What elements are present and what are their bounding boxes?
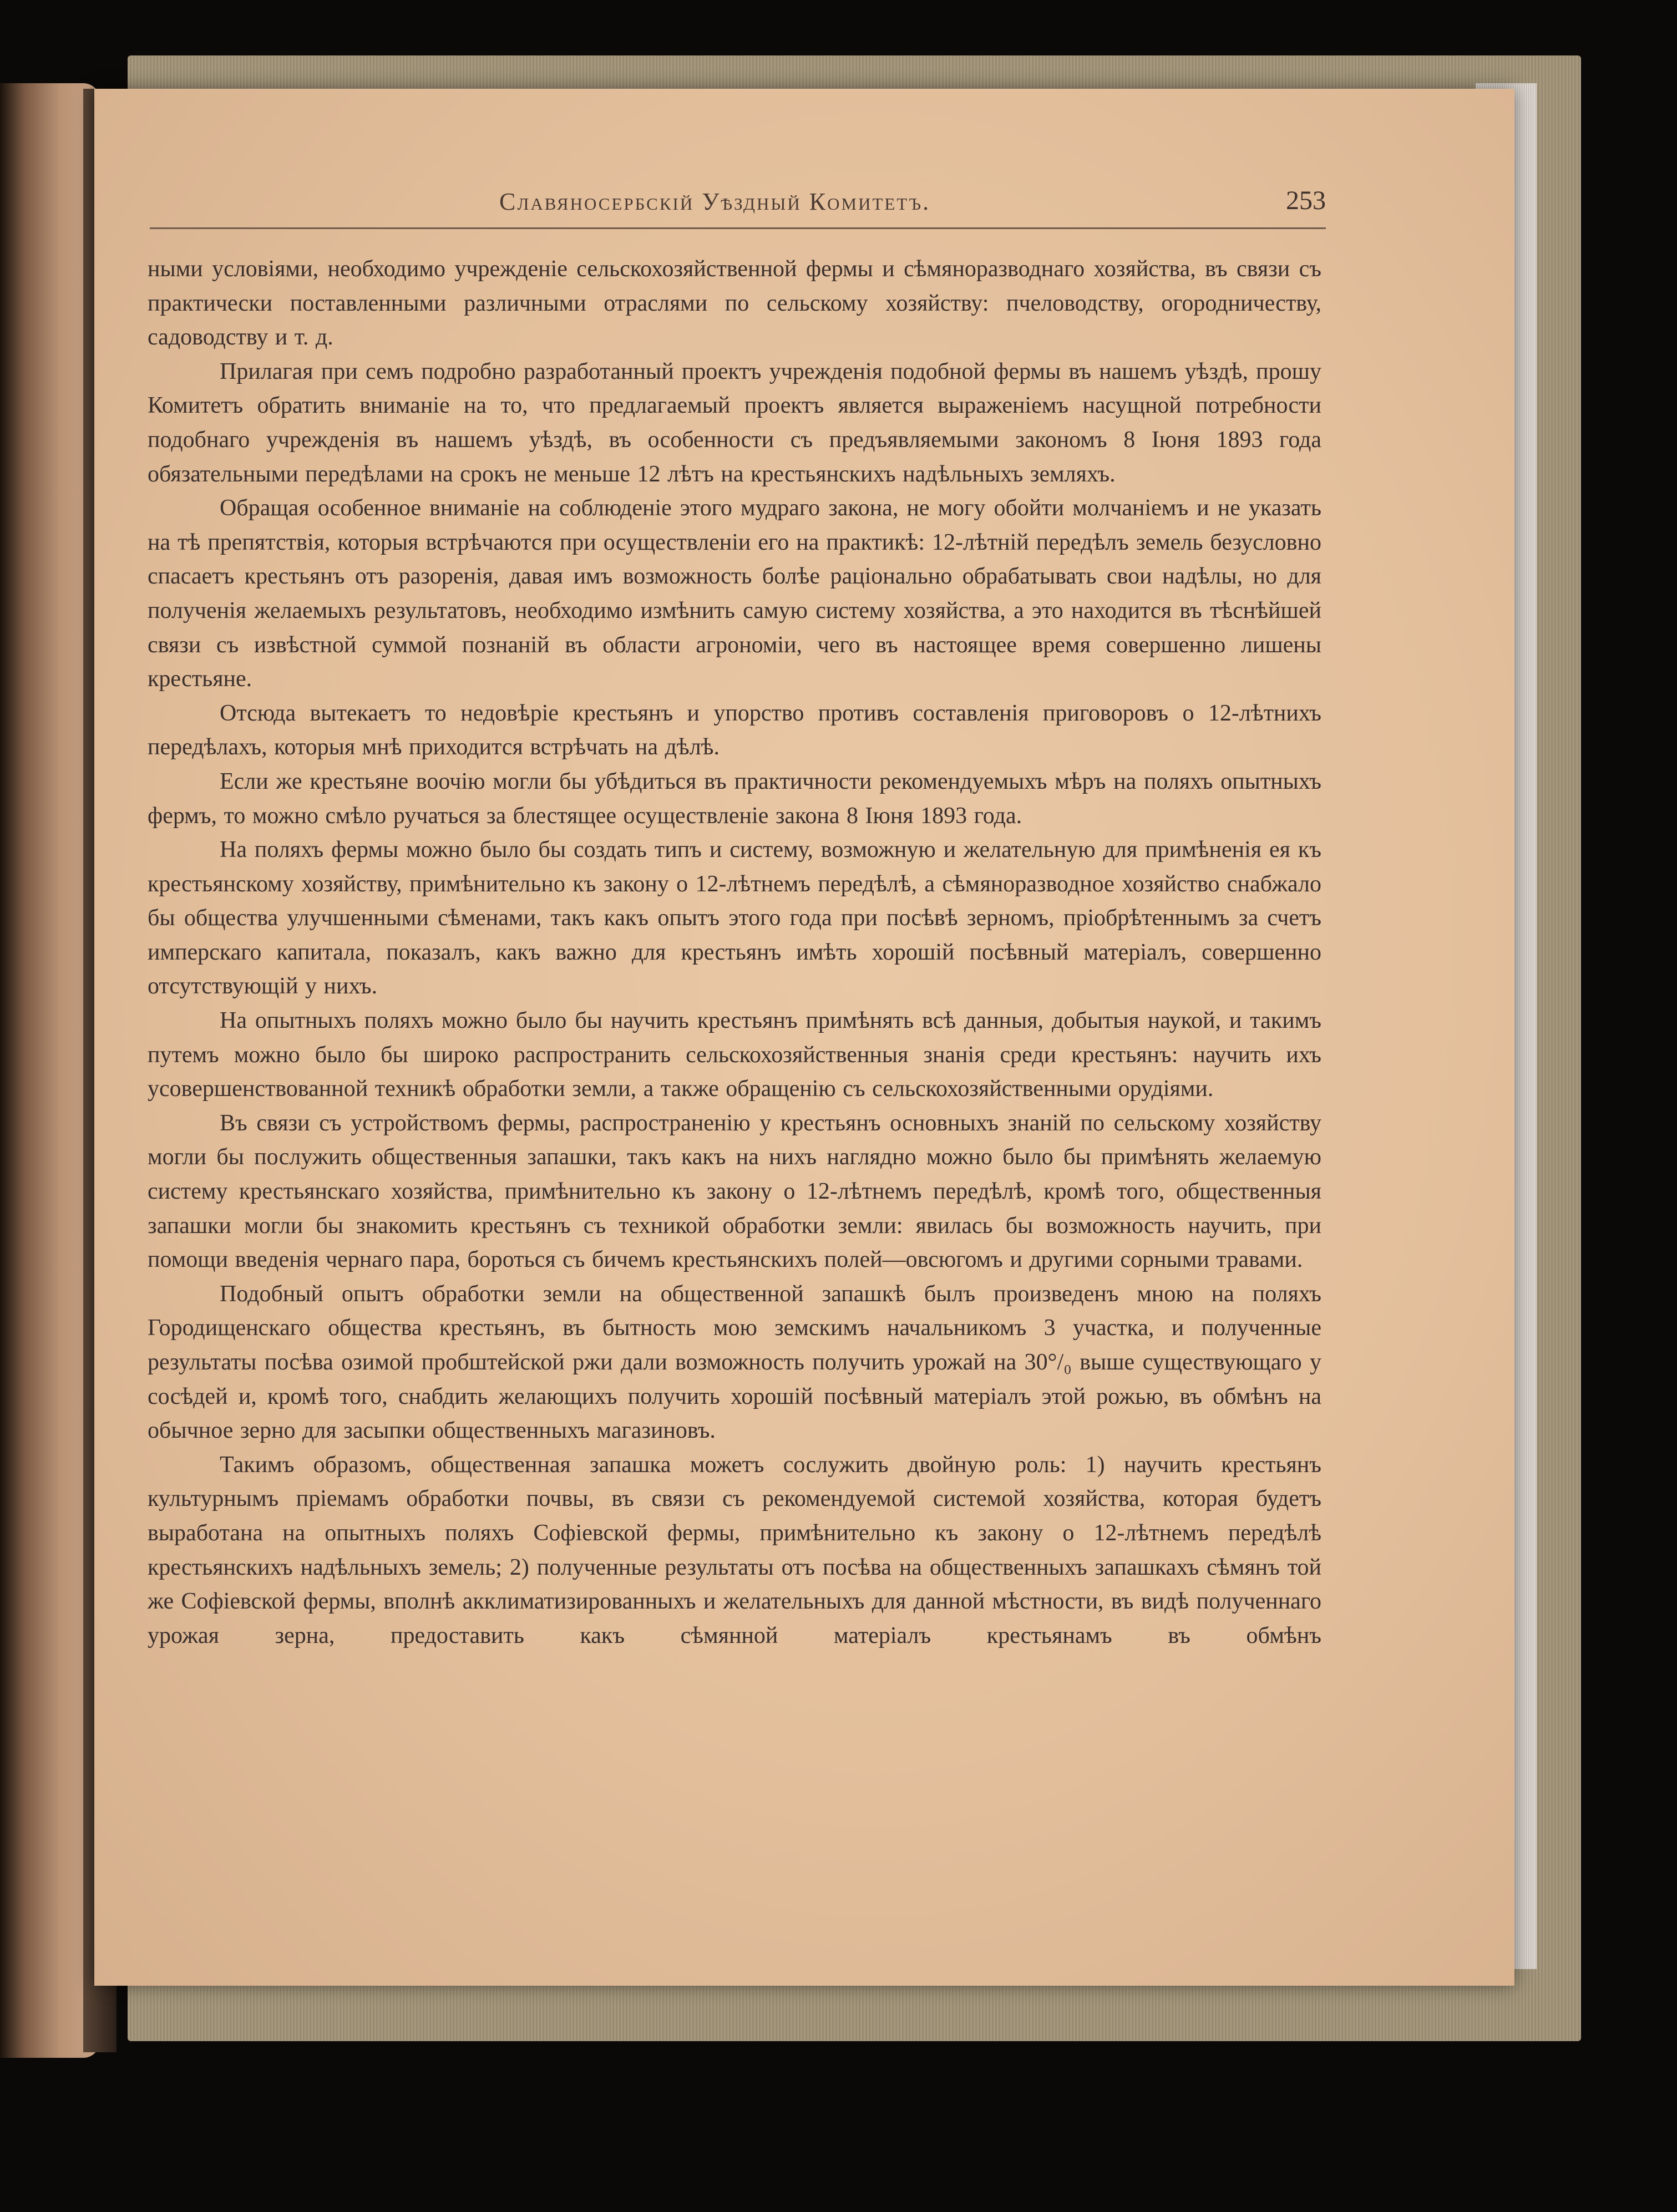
paragraph: На поляхъ фермы можно было бы создать типъ и систему, возможную и желательную для примѣненія ея къ крестьянскому хозяйству, примѣнительно къ закону о 12-лѣтнемъ передѣлѣ, а сѣмяноразводное хозяйство снабжало бы общества улучшенными сѣменами, такъ какъ опытъ этого года при посѣвѣ зерномъ, пріобрѣтеннымъ за счетъ имперскаго капитала, показалъ, какъ важно для крестьянъ имѣть хорошій посѣвный матеріалъ, совершенно отсутствующій у нихъ. — [148, 837, 1321, 1000]
paragraph: ными условіями, необходимо учрежденіе сельскохозяйственной фермы и сѣмяноразводнаго хозяйства, въ связи съ практически поставленными различными отраслями по сельскому хозяйству: пчеловодству, огородничеству, садоводству и т. д. — [148, 256, 1321, 351]
paragraph: Если же крестьяне воочію могли бы убѣдиться въ практичности рекомендуемыхъ мѣръ на поляхъ опытныхъ фермъ, то можно смѣло ручаться за блестящее осуществленіе закона 8 Іюня 1893 года. — [148, 768, 1321, 829]
paragraph: Такимъ образомъ, общественная запашка можетъ сослужить двойную роль: 1) научить крестьянъ культурнымъ пріемамъ обработки почвы, въ связи съ рекомендуемой системой хозяйства, которая будетъ выработана на опытныхъ поляхъ Софіевской фермы, примѣнительно къ закону о 12-лѣтнемъ передѣлѣ крестьянскихъ надѣльныхъ земель; 2) полученные результаты отъ посѣва на общественныхъ запашкахъ сѣмянъ той же Софіевской фермы, вполнѣ акклиматизированныхъ и желательныхъ для данной мѣстности, въ видѣ полученнаго урожая зерна, предоставить какъ сѣмянной матеріалъ крестьянамъ въ обмѣнъ — [148, 1452, 1321, 1648]
page-body — [148, 252, 1321, 1653]
page-number: 253 — [1286, 186, 1326, 215]
running-title: Славяносербскій Уѣздный Комитетъ. — [499, 188, 931, 215]
paragraph: Въ связи съ устройствомъ фермы, распространенію у крестьянъ основныхъ знаній по сельскому хозяйству могли бы послужить общественныя запашки, такъ какъ на нихъ наглядно можно было бы примѣнять желаемую систему крестьянскаго хозяйства, примѣнительно къ закону о 12-лѣтнемъ передѣлѣ, кромѣ того, общественныя запашки могли бы знакомить крестьянъ съ техникой обработки земли: явилась бы возможность научить, при помощи введенія чернаго пара, бороться съ бичемъ крестьянскихъ полей—овсюгомъ и другими сорными травами. — [148, 1110, 1321, 1273]
paragraph: Обращая особенное вниманіе на соблюденіе этого мудраго закона, не могу обойти молчаніемъ и не указать на тѣ препятствія, которыя встрѣчаются при осуществленіи его на практикѣ: 12-лѣтній передѣлъ земель безусловно спасаетъ крестьянъ отъ разоренія, давая имъ возможность болѣе раціонально обрабатывать свои надѣлы, но для полученія желаемыхъ результатовъ, необходимо измѣнить самую систему хозяйства, а это находится въ тѣснѣйшей связи съ извѣстной суммой познаній въ области агрономіи, чего въ настоящее время совершенно лишены крестьяне. — [148, 495, 1321, 692]
paragraph: Прилагая при семъ подробно разработанный проектъ учрежденія подобной фермы въ нашемъ уѣздѣ, прошу Комитетъ обратить вниманіе на то, что предлагаемый проектъ является выраженіемъ насущной потребности подобнаго учрежденія въ нашемъ уѣздѣ, въ особенности съ предъявляемыми закономъ 8 Іюня 1893 года обязательными передѣлами на срокъ не меньше 12 лѣтъ на крестьянскихъ надѣльныхъ земляхъ. — [148, 358, 1321, 487]
running-header — [150, 177, 1326, 229]
paragraph: Подобный опытъ обработки земли на общественной запашкѣ былъ произведенъ мною на поляхъ Городищенскаго общества крестьянъ, въ бытность мою земскимъ начальникомъ 3 участка, и полученные результаты посѣва озимой пробштейской ржи дали возможность получить урожай на 30°/₀ выше существующаго у сосѣдей и, кромѣ того, снабдить желающихъ получить хорошій посѣвный матеріалъ этой рожью, въ обмѣнъ на обычное зерно для засыпки общественныхъ магазиновъ. — [148, 1281, 1321, 1444]
paragraph: На опытныхъ поляхъ можно было бы научить крестьянъ примѣнять всѣ данныя, добытыя наукой, и такимъ путемъ можно было бы широко распространить сельскохозяйственныя знанія среди крестьянъ: научить ихъ усовершенствованной техникѣ обработки земли, а также обращенію съ сельскохозяйственными орудіями. — [148, 1008, 1321, 1102]
paragraph: Отсюда вытекаетъ то недовѣріе крестьянъ и упорство противъ составленія приговоровъ о 12-лѣтнихъ передѣлахъ, которыя мнѣ приходится встрѣчать на дѣлѣ. — [148, 700, 1321, 760]
